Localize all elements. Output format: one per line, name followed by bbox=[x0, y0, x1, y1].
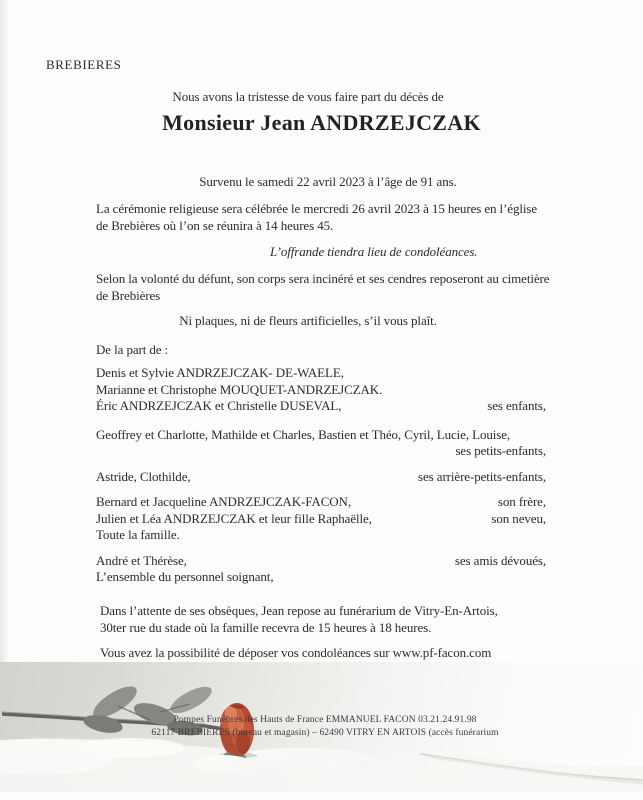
family-relation: ses enfants, bbox=[487, 398, 546, 413]
city-label: BREBIERES bbox=[46, 57, 122, 72]
family-row bbox=[96, 443, 546, 460]
cremation-line-1: Selon la volonté du défunt, son corps sera incinéré et ses cendres reposeront au cimetière bbox=[96, 271, 550, 286]
family-relation: ses amis dévoués, bbox=[454, 552, 546, 568]
family-row bbox=[96, 365, 546, 382]
funeral-home-info bbox=[0, 714, 643, 740]
offering-line: L’offrande tiendra lieu de condoléances. bbox=[270, 244, 478, 259]
family-relation: son neveu, bbox=[491, 510, 546, 526]
family-left-text: Toute la famille. bbox=[96, 527, 180, 542]
family-list bbox=[96, 365, 546, 586]
family-row bbox=[96, 382, 546, 399]
family-row bbox=[96, 569, 546, 586]
family-left-text: Astride, Clothilde, bbox=[96, 468, 191, 484]
family-left-text: Bernard et Jacqueline ANDRZEJCZAK-FACON, bbox=[96, 494, 351, 509]
cremation-paragraph bbox=[96, 270, 596, 304]
family-row bbox=[96, 527, 546, 544]
wake-paragraph bbox=[100, 602, 600, 636]
family-row bbox=[96, 511, 546, 528]
family-row bbox=[96, 553, 546, 570]
no-flowers-line: Ni plaques, ni de fleurs artificielles, s’il vous plaît. bbox=[179, 313, 437, 328]
family-relation: ses arrière-petits-enfants, bbox=[418, 468, 546, 484]
deceased-name: Monsieur Jean ANDRZEJCZAK bbox=[162, 110, 481, 135]
family-left-text: Denis et Sylvie ANDRZEJCZAK- DE-WAELE, bbox=[96, 365, 344, 380]
wake-line-1: Dans l’attente de ses obsèques, Jean repose au funérarium de Vitry-En-Artois, bbox=[100, 603, 498, 618]
condolences-line: Vous avez la possibilité de déposer vos condoléances sur www.pf-facon.com bbox=[100, 645, 492, 660]
footer-beach-photo bbox=[0, 662, 643, 793]
death-date-line: Survenu le samedi 22 avril 2023 à l’âge de 91 ans. bbox=[199, 174, 457, 189]
intro-text: Nous avons la tristesse de vous faire part du décès de bbox=[172, 89, 444, 104]
family-row bbox=[96, 494, 546, 511]
family-row bbox=[96, 427, 546, 444]
family-row bbox=[96, 469, 546, 486]
family-row bbox=[96, 398, 546, 415]
family-left-text: L’ensemble du personnel soignant, bbox=[96, 569, 274, 584]
scan-bottom-margin bbox=[0, 792, 643, 800]
cremation-line-2: de Brebières bbox=[96, 288, 161, 303]
funeral-home-line-1: Pompes Funèbres des Hauts de France EMMANUEL FACON 03.21.24.91.98 bbox=[173, 715, 477, 725]
ceremony-line-1: La cérémonie religieuse sera célébrée le mercredi 26 avril 2023 à 15 heures en l’église bbox=[96, 201, 538, 216]
ceremony-line-2: de Brebières où l’on se réunira à 14 heures 45. bbox=[96, 218, 334, 233]
family-relation: ses petits-enfants, bbox=[455, 443, 546, 458]
ceremony-paragraph bbox=[96, 200, 596, 234]
family-left-text: Geoffrey et Charlotte, Mathilde et Charles, Bastien et Théo, Cyril, Lucie, Louise, bbox=[96, 426, 511, 442]
from-label: De la part de : bbox=[96, 342, 169, 357]
family-left-text: André et Thérèse, bbox=[96, 552, 187, 568]
family-left-text: Éric ANDRZEJCZAK et Christelle DUSEVAL, bbox=[96, 398, 342, 413]
family-relation: son frère, bbox=[497, 494, 546, 509]
wake-line-2: 30ter rue du stade où la famille recevra de 15 heures à 18 heures. bbox=[100, 620, 432, 635]
family-left-text: Marianne et Christophe MOUQUET-ANDRZEJCZAK. bbox=[96, 381, 383, 397]
funeral-home-line-2: 62117 BREBIERES (bureau et magasin) – 62490 VITRY EN ARTOIS (accès funérarium bbox=[151, 728, 499, 738]
family-left-text: Julien et Léa ANDRZEJCZAK et leur fille Raphaëlle, bbox=[96, 510, 372, 526]
